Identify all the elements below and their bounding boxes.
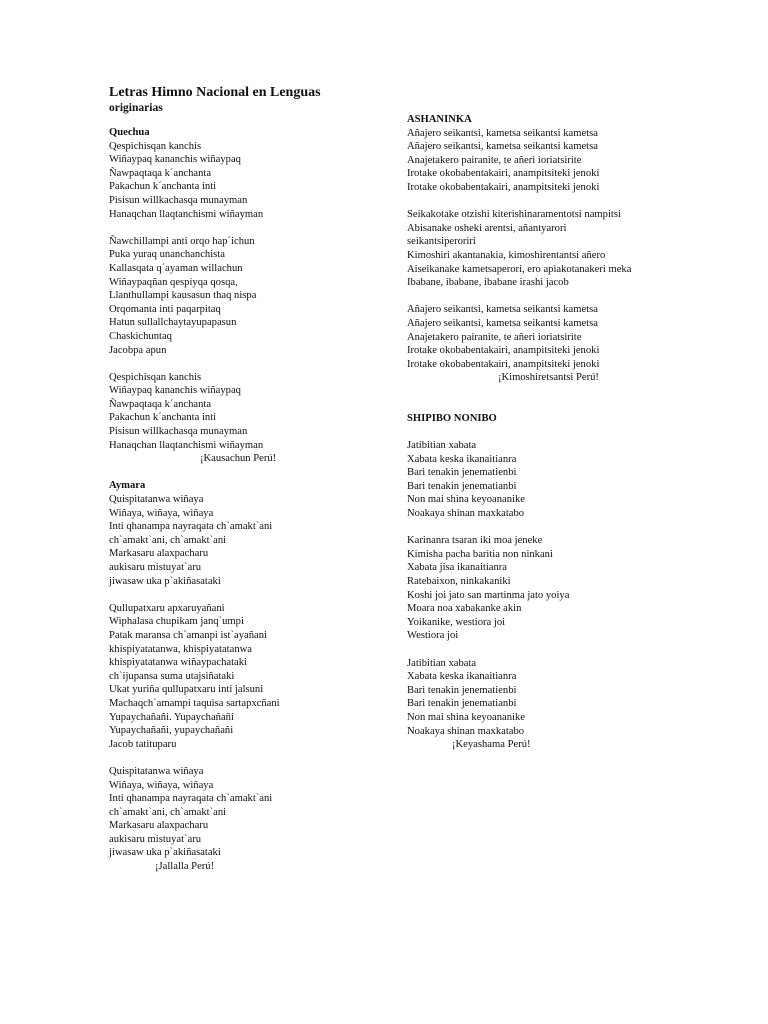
verse-line: Xabata keska ikanaitianra xyxy=(407,453,517,465)
verse-line: Ñawpaqtaqa k´anchanta xyxy=(109,167,212,179)
verse-line: Koshi joi jato san martinma jato yoiya xyxy=(407,589,570,601)
verse-line: Chaskichuntaq xyxy=(109,330,172,342)
verse-line: Seikakotake otzishi kiterishinaramentotsi nampitsi xyxy=(407,209,621,221)
verse-line: Kimoshiri akantanakia, kimoshirentantsi añero xyxy=(407,249,606,261)
quechua-closing: ¡Kausachun Perú! xyxy=(200,453,277,465)
verse-line: Añajero seikantsi, kametsa seikantsi kametsa xyxy=(407,317,598,329)
shipibo-stanza-3 xyxy=(407,657,707,739)
verse-line: Puka yuraq unanchanchista xyxy=(109,249,225,261)
verse-line: Aiseikanake kametsaperori, ero apiakotanakeri meka xyxy=(407,263,632,275)
verse-line: Ratebaixon, ninkakaniki xyxy=(407,576,511,587)
verse-line: Noakaya shinan maxkatabo xyxy=(407,725,525,737)
verse-line: aukisaru mistuyat`aru xyxy=(109,562,202,573)
shipibo-stanza-1 xyxy=(407,439,707,521)
right-column xyxy=(407,113,707,752)
aymara-section xyxy=(109,479,399,873)
verse-line: Pakachun k´anchanta inti xyxy=(109,181,217,193)
verse-line: Xabata keska ikanaitianra xyxy=(407,671,517,683)
verse-line: Pakachun k´anchanta inti xyxy=(109,412,217,424)
verse-line: Non mai shina keyoananike xyxy=(407,494,525,506)
verse-line: Hanaqchan llaqtanchismi wiñayman xyxy=(109,208,264,220)
verse-line: Añajero seikantsi, kametsa seikantsi kametsa xyxy=(407,304,598,316)
verse-line: ch`amakt`ani, ch`amakt`ani xyxy=(109,806,227,818)
quechua-stanza-2 xyxy=(109,235,399,357)
verse-line: Irotake okobabentakairi, anampitsiteki jenoki xyxy=(407,168,600,180)
verse-line: Markasaru alaxpacharu xyxy=(109,548,209,560)
verse-line: Jacob tatituparu xyxy=(109,738,177,750)
aymara-heading: Aymara xyxy=(109,480,146,492)
verse-line: Xabata jisa ikanaitianra xyxy=(407,562,508,574)
verse-line: Wiñaypaqñan qespiyqa qosqa, xyxy=(109,276,238,288)
verse-line: Inti qhanampa nayraqata ch`amakt`ani xyxy=(109,521,273,533)
shipibo-heading: SHIPIBO NONIBO xyxy=(407,412,497,424)
verse-line: Inti qhanampa nayraqata ch`amakt`ani xyxy=(109,793,273,805)
verse-line: Ibabane, ibabane, ibabane irashi jacob xyxy=(407,277,569,289)
verse-line: Non mai shina keyoananike xyxy=(407,711,525,723)
verse-line: Jatibitian xabata xyxy=(407,440,477,452)
verse-line: Bari tenakin jenematianbi xyxy=(407,480,517,492)
verse-line: Wiñaya, wiñaya, wiñaya xyxy=(109,779,214,791)
aymara-stanza-2 xyxy=(109,602,399,752)
verse-line: khispiyatatanwa, khispiyatatanwa xyxy=(109,643,252,655)
ashaninka-stanza-1 xyxy=(407,127,707,195)
aymara-stanza-1 xyxy=(109,493,399,588)
shipibo-section xyxy=(407,412,707,752)
verse-line: Irotake okobabentakairi, anampitsiteki jenoki xyxy=(407,358,600,370)
verse-line: Irotake okobabentakairi, anampitsiteki jenoki xyxy=(407,345,600,357)
verse-line: Qespichisqan kanchis xyxy=(109,371,202,383)
verse-line: Añajero seikantsi, kametsa seikantsi kametsa xyxy=(407,127,598,139)
spacer xyxy=(109,466,399,480)
verse-line: aukisaru mistuyat`aru xyxy=(109,833,202,845)
aymara-closing: ¡Jallalla Perú! xyxy=(155,861,215,873)
verse-line: Quispitatanwa wiñaya xyxy=(109,765,204,777)
verse-line: Jacobpa apun xyxy=(109,344,167,356)
verse-line: ch`amakt`ani, ch`amakt`ani xyxy=(109,534,227,546)
verse-line: Hanaqchan llaqtanchismi wiñayman xyxy=(109,439,264,451)
page-title: Letras Himno Nacional en Lenguas xyxy=(109,85,321,100)
verse-line: jiwasaw uka p`akiñasataki xyxy=(109,847,221,859)
verse-line: Bari tenakin jenematienbi xyxy=(407,684,517,696)
verse-line: Markasaru alaxpacharu xyxy=(109,820,209,832)
verse-line: Wiphalasa chupikam janq`umpi xyxy=(109,616,244,628)
spacer xyxy=(407,385,707,412)
verse-line: seikantsiperoriri xyxy=(407,236,476,248)
verse-line: Orqomanta inti paqarpitaq xyxy=(109,303,221,315)
verse-line: Ñawchillampi anti orqo hap´ichun xyxy=(109,235,255,247)
verse-line: Machaqch`amampi taquisa sartapxcñani xyxy=(109,697,280,709)
verse-line: Anajetakero pairanite, te añeri ioriatsirite xyxy=(407,331,582,343)
verse-line: Llanthullampi kausasun thaq nispa xyxy=(109,290,257,302)
verse-line: Quispitatanwa wiñaya xyxy=(109,494,204,506)
quechua-stanza-1 xyxy=(109,140,399,222)
verse-line: Yoikanike, westiora joi xyxy=(407,616,506,628)
verse-line: Añajero seikantsi, kametsa seikantsi kametsa xyxy=(407,141,598,153)
verse-line: Bari tenakin jenematianbi xyxy=(407,698,517,710)
verse-line: Wiñaypaq kananchis wiñaypaq xyxy=(109,385,241,397)
verse-line: Pisisun willkachasqa munayman xyxy=(109,194,248,206)
verse-line: Irotake okobabentakairi, anampitsiteki jenoki xyxy=(407,181,600,193)
aymara-stanza-3 xyxy=(109,765,399,860)
verse-line: ch`ijupansa suma utajsiñataki xyxy=(109,670,235,682)
ashaninka-closing: ¡Kimoshiretsantsi Perú! xyxy=(498,372,599,384)
verse-line: Westiora joi xyxy=(407,630,459,642)
quechua-section xyxy=(109,126,399,466)
quechua-heading: Quechua xyxy=(109,127,150,138)
shipibo-closing: ¡Keyashama Perú! xyxy=(452,739,531,751)
verse-line: Abisanake osheki arentsi, añantyarori xyxy=(407,222,567,234)
shipibo-stanza-2 xyxy=(407,534,707,643)
verse-line: Ñawpaqtaqa k´anchanta xyxy=(109,398,212,410)
verse-line: Qespichisqan kanchis xyxy=(109,140,202,152)
verse-line: Yupaychañañi, yupaychañañi xyxy=(109,725,234,737)
verse-line: Pisisun willkachasqa munayman xyxy=(109,426,248,438)
ashaninka-stanza-2 xyxy=(407,208,707,290)
verse-line: Jatibitian xabata xyxy=(407,657,477,669)
ashaninka-heading: ASHANINKA xyxy=(407,114,472,125)
verse-line: khispiyatatanwa wiñaypachataki xyxy=(109,657,247,669)
ashaninka-section xyxy=(407,113,707,385)
verse-line: Noakaya shinan maxkatabo xyxy=(407,508,525,520)
left-column xyxy=(109,84,399,874)
verse-line: Wiñaypaq kananchis wiñaypaq xyxy=(109,154,241,166)
verse-line: Karinanra tsaran iki moa jeneke xyxy=(407,535,543,547)
page-subtitle: originarias xyxy=(109,102,163,114)
verse-line: Anajetakero pairanite, te añeri ioriatsirite xyxy=(407,154,582,166)
verse-line: Kallasqata q´ayaman willachun xyxy=(109,262,243,274)
verse-line: Kimisha pacha baritia non ninkani xyxy=(407,548,553,560)
verse-line: Bari tenakin jenematienbi xyxy=(407,467,517,479)
quechua-stanza-3 xyxy=(109,371,399,453)
verse-line: jiwasaw uka p`akiñasataki xyxy=(109,575,221,587)
verse-line: Wiñaya, wiñaya, wiñaya xyxy=(109,507,214,519)
verse-line: Hatun sullallchaytayupapasun xyxy=(109,317,237,329)
ashaninka-stanza-3 xyxy=(407,303,707,371)
verse-line: Yupaychañañi. Yupaychañañi xyxy=(109,711,234,723)
verse-line: Ukat yuriña qullupatxaru inti jalsuni xyxy=(109,684,264,696)
verse-line: Moara noa xabakanke akin xyxy=(407,603,522,615)
verse-line: Patak maransa ch`amanpi ist`ayañani xyxy=(109,629,267,641)
verse-line: Qullupatxaru apxaruyañani xyxy=(109,602,225,614)
